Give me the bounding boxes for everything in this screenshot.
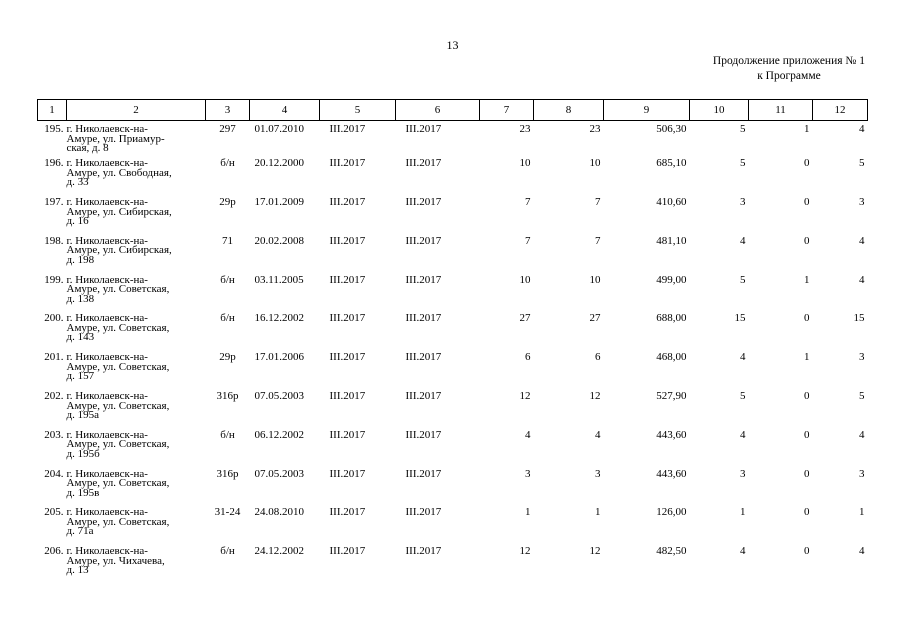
continuation-note bbox=[713, 54, 865, 84]
row-number: 206. bbox=[44, 545, 64, 558]
count-cell: 0 bbox=[804, 196, 810, 209]
count-cell: 0 bbox=[804, 467, 810, 480]
count-cell: 7 bbox=[595, 196, 601, 209]
count-cell: 6 bbox=[525, 351, 531, 364]
date-cell: 17.01.2006 bbox=[254, 351, 304, 364]
count-cell: 12 bbox=[589, 545, 601, 558]
count-cell: 4 bbox=[859, 123, 865, 135]
row-number: 198. bbox=[44, 234, 64, 247]
end-period-cell: III.2017 bbox=[405, 312, 442, 325]
start-period-cell: III.2017 bbox=[329, 196, 366, 209]
count-cell: 4 bbox=[859, 273, 865, 286]
count-cell: 0 bbox=[804, 506, 810, 519]
end-period-cell: III.2017 bbox=[405, 390, 442, 403]
row-number: 197. bbox=[44, 196, 64, 209]
start-period-cell: III.2017 bbox=[329, 234, 366, 247]
date-cell: 24.08.2010 bbox=[254, 506, 304, 519]
table-row bbox=[38, 237, 868, 276]
table-body bbox=[38, 121, 868, 587]
end-period-cell: III.2017 bbox=[405, 428, 442, 441]
end-period-cell: III.2017 bbox=[405, 123, 442, 135]
table-row bbox=[38, 547, 868, 586]
end-period-cell: III.2017 bbox=[405, 157, 442, 170]
column-header: 4 bbox=[250, 100, 320, 121]
row-number: 201. bbox=[44, 351, 64, 364]
count-cell: 0 bbox=[804, 234, 810, 247]
count-cell: 3 bbox=[859, 196, 865, 209]
count-cell: 3 bbox=[740, 467, 746, 480]
column-header: 9 bbox=[604, 100, 690, 121]
continuation-line-2: к Программе bbox=[757, 70, 821, 82]
doc-number-cell: 71 bbox=[222, 234, 233, 247]
doc-number-cell: б/н bbox=[220, 157, 235, 170]
count-cell: 10 bbox=[519, 157, 531, 170]
count-cell: 3 bbox=[595, 467, 601, 480]
area-cell: 410,60 bbox=[656, 196, 687, 209]
table-row bbox=[38, 392, 868, 431]
column-header: 5 bbox=[320, 100, 396, 121]
count-cell: 5 bbox=[859, 390, 865, 403]
count-cell: 7 bbox=[595, 234, 601, 247]
table-row bbox=[38, 198, 868, 237]
count-cell: 0 bbox=[804, 545, 810, 558]
address-cell: г. Николаевск-на- Амуре, ул. Советская, д. 138 bbox=[66, 273, 170, 305]
doc-number-cell: 316р bbox=[216, 390, 239, 403]
count-cell: 4 bbox=[740, 545, 746, 558]
count-cell: 7 bbox=[525, 234, 531, 247]
area-cell: 499,00 bbox=[656, 273, 687, 286]
table-row bbox=[38, 508, 868, 547]
count-cell: 12 bbox=[519, 390, 531, 403]
address-cell: г. Николаевск-на- Амуре, ул. Сибирская, д. 16 bbox=[66, 196, 172, 228]
count-cell: 4 bbox=[740, 234, 746, 247]
date-cell: 17.01.2009 bbox=[254, 196, 304, 209]
row-number: 200. bbox=[44, 312, 64, 325]
doc-number-cell: б/н bbox=[220, 312, 235, 325]
column-header: 10 bbox=[690, 100, 749, 121]
date-cell: 07.05.2003 bbox=[254, 390, 304, 403]
start-period-cell: III.2017 bbox=[329, 545, 366, 558]
count-cell: 1 bbox=[804, 123, 810, 135]
area-cell: 443,60 bbox=[656, 467, 687, 480]
start-period-cell: III.2017 bbox=[329, 351, 366, 364]
column-header: 6 bbox=[396, 100, 480, 121]
header-row bbox=[38, 100, 868, 121]
start-period-cell: III.2017 bbox=[329, 390, 366, 403]
end-period-cell: III.2017 bbox=[405, 273, 442, 286]
address-cell: г. Николаевск-на- Амуре, ул. Советская, д. 195а bbox=[66, 390, 170, 422]
data-table bbox=[37, 99, 868, 586]
count-cell: 1 bbox=[595, 506, 601, 519]
count-cell: 5 bbox=[859, 157, 865, 170]
count-cell: 6 bbox=[595, 351, 601, 364]
count-cell: 12 bbox=[589, 390, 601, 403]
row-number: 205. bbox=[44, 506, 64, 519]
start-period-cell: III.2017 bbox=[329, 157, 366, 170]
address-cell: г. Николаевск-на- Амуре, ул. Сибирская, д. 198 bbox=[66, 234, 172, 266]
count-cell: 12 bbox=[519, 545, 531, 558]
count-cell: 4 bbox=[740, 428, 746, 441]
end-period-cell: III.2017 bbox=[405, 351, 442, 364]
table-row bbox=[38, 276, 868, 315]
date-cell: 01.07.2010 bbox=[254, 123, 304, 135]
column-header: 11 bbox=[749, 100, 813, 121]
address-cell: г. Николаевск-на- Амуре, ул. Советская, д. 195в bbox=[66, 467, 170, 499]
date-cell: 03.11.2005 bbox=[254, 273, 304, 286]
count-cell: 4 bbox=[595, 428, 601, 441]
table-row bbox=[38, 431, 868, 470]
table-row bbox=[38, 159, 868, 198]
area-cell: 482,50 bbox=[656, 545, 687, 558]
count-cell: 4 bbox=[859, 545, 865, 558]
count-cell: 23 bbox=[589, 123, 601, 135]
address-cell: г. Николаевск-на- Амуре, ул. Советская, д. 143 bbox=[66, 312, 170, 344]
count-cell: 3 bbox=[740, 196, 746, 209]
count-cell: 1 bbox=[740, 506, 746, 519]
doc-number-cell: 316р bbox=[216, 467, 239, 480]
address-cell: г. Николаевск-на- Амуре, ул. Советская, д. 157 bbox=[66, 351, 170, 383]
count-cell: 5 bbox=[740, 273, 746, 286]
end-period-cell: III.2017 bbox=[405, 196, 442, 209]
count-cell: 1 bbox=[804, 351, 810, 364]
area-cell: 481,10 bbox=[656, 234, 687, 247]
count-cell: 4 bbox=[859, 428, 865, 441]
date-cell: 06.12.2002 bbox=[254, 428, 304, 441]
count-cell: 1 bbox=[804, 273, 810, 286]
column-header: 1 bbox=[38, 100, 67, 121]
count-cell: 15 bbox=[853, 312, 865, 325]
area-cell: 443,60 bbox=[656, 428, 687, 441]
address-cell: г. Николаевск-на- Амуре, ул. Свободная, д. 33 bbox=[66, 157, 172, 189]
doc-number-cell: б/н bbox=[220, 545, 235, 558]
count-cell: 27 bbox=[589, 312, 601, 325]
count-cell: 1 bbox=[525, 506, 531, 519]
start-period-cell: III.2017 bbox=[329, 428, 366, 441]
count-cell: 4 bbox=[740, 351, 746, 364]
area-cell: 506,30 bbox=[656, 123, 687, 135]
page-number: 13 bbox=[446, 38, 459, 52]
address-cell: г. Николаевск-на- Амуре, ул. Советская, д. 195б bbox=[66, 428, 170, 460]
row-number: 204. bbox=[44, 467, 64, 480]
end-period-cell: III.2017 bbox=[405, 467, 442, 480]
count-cell: 23 bbox=[519, 123, 531, 135]
count-cell: 4 bbox=[525, 428, 531, 441]
continuation-line-1: Продолжение приложения № 1 bbox=[712, 55, 865, 67]
area-cell: 126,00 bbox=[656, 506, 687, 519]
doc-number-cell: 31-24 bbox=[214, 506, 241, 519]
end-period-cell: III.2017 bbox=[405, 545, 442, 558]
start-period-cell: III.2017 bbox=[329, 312, 366, 325]
address-cell: г. Николаевск-на- Амуре, ул. Приамур- ская, д. 8 bbox=[66, 123, 165, 154]
count-cell: 4 bbox=[859, 234, 865, 247]
area-cell: 688,00 bbox=[656, 312, 687, 325]
column-header: 2 bbox=[67, 100, 206, 121]
count-cell: 5 bbox=[740, 390, 746, 403]
row-number: 203. bbox=[44, 428, 64, 441]
area-cell: 685,10 bbox=[656, 157, 687, 170]
doc-number-cell: б/н bbox=[220, 273, 235, 286]
count-cell: 3 bbox=[525, 467, 531, 480]
count-cell: 0 bbox=[804, 428, 810, 441]
row-number: 196. bbox=[44, 157, 64, 170]
column-header: 3 bbox=[206, 100, 250, 121]
count-cell: 5 bbox=[740, 157, 746, 170]
date-cell: 20.02.2008 bbox=[254, 234, 304, 247]
start-period-cell: III.2017 bbox=[329, 467, 366, 480]
column-header: 7 bbox=[480, 100, 534, 121]
area-cell: 527,90 bbox=[656, 390, 687, 403]
count-cell: 10 bbox=[589, 273, 601, 286]
end-period-cell: III.2017 bbox=[405, 234, 442, 247]
start-period-cell: III.2017 bbox=[329, 273, 366, 286]
column-header: 12 bbox=[813, 100, 868, 121]
doc-number-cell: 29р bbox=[219, 351, 236, 364]
table-row bbox=[38, 353, 868, 392]
count-cell: 0 bbox=[804, 312, 810, 325]
count-cell: 7 bbox=[525, 196, 531, 209]
count-cell: 0 bbox=[804, 390, 810, 403]
table-row bbox=[38, 470, 868, 509]
count-cell: 5 bbox=[740, 123, 746, 135]
column-header: 8 bbox=[534, 100, 604, 121]
start-period-cell: III.2017 bbox=[329, 506, 366, 519]
count-cell: 10 bbox=[589, 157, 601, 170]
row-number: 195. bbox=[44, 123, 64, 135]
count-cell: 10 bbox=[519, 273, 531, 286]
doc-number-cell: б/н bbox=[220, 428, 235, 441]
date-cell: 07.05.2003 bbox=[254, 467, 304, 480]
row-number: 199. bbox=[44, 273, 64, 286]
date-cell: 16.12.2002 bbox=[254, 312, 304, 325]
address-cell: г. Николаевск-на- Амуре, ул. Чихачева, д. 13 bbox=[66, 545, 165, 577]
date-cell: 20.12.2000 bbox=[254, 157, 304, 170]
count-cell: 3 bbox=[859, 467, 865, 480]
table-row bbox=[38, 314, 868, 353]
row-number: 202. bbox=[44, 390, 64, 403]
count-cell: 1 bbox=[859, 506, 865, 519]
count-cell: 3 bbox=[859, 351, 865, 364]
count-cell: 0 bbox=[804, 157, 810, 170]
date-cell: 24.12.2002 bbox=[254, 545, 304, 558]
count-cell: 27 bbox=[519, 312, 531, 325]
end-period-cell: III.2017 bbox=[405, 506, 442, 519]
table-row bbox=[38, 121, 868, 160]
area-cell: 468,00 bbox=[656, 351, 687, 364]
start-period-cell: III.2017 bbox=[329, 123, 366, 135]
doc-number-cell: 297 bbox=[219, 123, 236, 135]
doc-number-cell: 29р bbox=[219, 196, 236, 209]
count-cell: 15 bbox=[734, 312, 746, 325]
address-cell: г. Николаевск-на- Амуре, ул. Советская, д. 71а bbox=[66, 506, 170, 538]
